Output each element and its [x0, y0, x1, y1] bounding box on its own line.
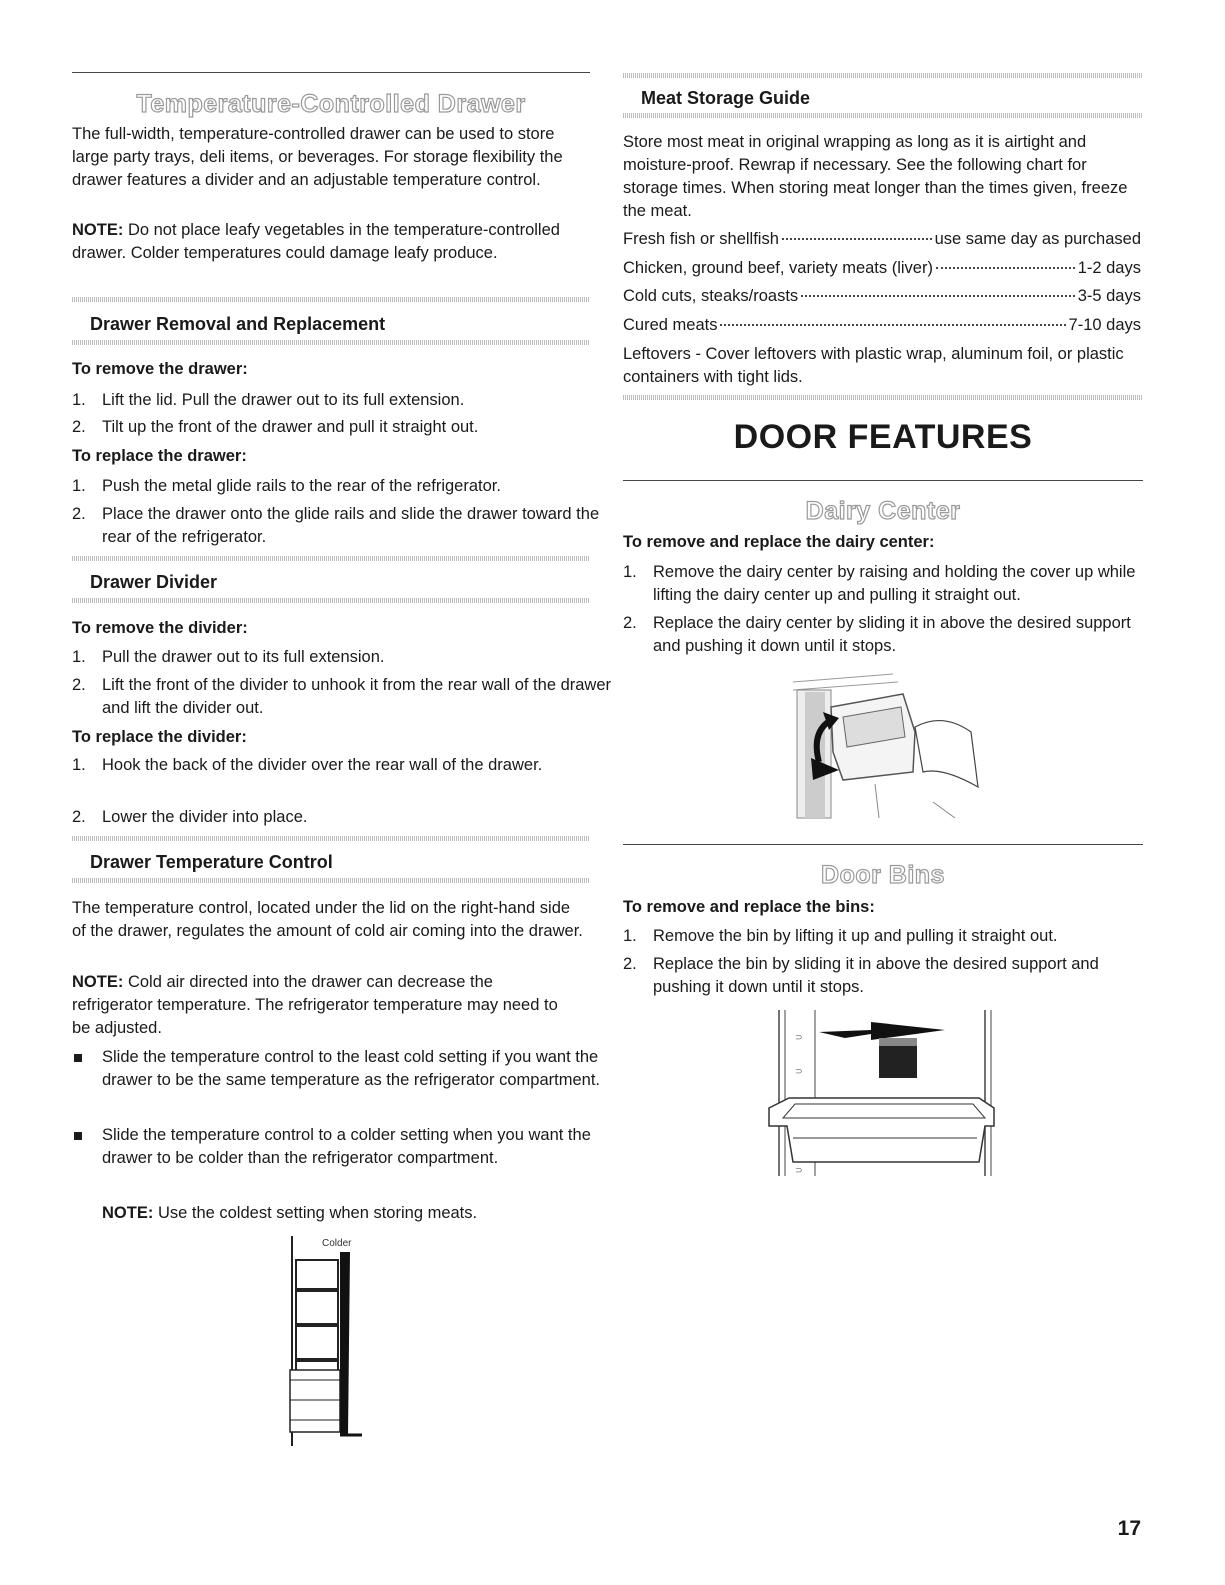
- storage-row: Chicken, ground beef, variety meats (liver) 1-2 days: [623, 259, 1141, 277]
- svg-text:⊃: ⊃: [795, 1165, 803, 1175]
- colder-label: Colder: [322, 1238, 352, 1249]
- step: 1. Push the metal glide rails to the rear of the refrigerator.: [72, 477, 501, 495]
- dotted-rule: [72, 556, 590, 561]
- heading-drawer-divider: Drawer Divider: [90, 572, 218, 592]
- dotted-rule: [72, 297, 590, 302]
- svg-text:⊃: ⊃: [795, 1032, 803, 1042]
- step: 2. Lower the divider into place.: [72, 808, 308, 826]
- dotted-rule: [623, 113, 1143, 118]
- meat-paragraph: Store most meat in original wrapping as long as it is airtight and moisture-proof. Rewrap if necessary. See the following chart for storage times. When storing meat longer than the times given, freeze the meat.: [623, 133, 1128, 220]
- step: 1. Lift the lid. Pull the drawer out to its full extension.: [72, 391, 465, 409]
- dotted-rule: [72, 836, 590, 841]
- storage-row: Fresh fish or shellfish use same day as purchased: [623, 230, 1141, 248]
- svg-text:⊃: ⊃: [795, 1066, 803, 1076]
- leftovers-paragraph: Leftovers - Cover leftovers with plastic wrap, aluminum foil, or plastic containers with tight lids.: [623, 345, 1124, 386]
- step: 2. Place the drawer onto the glide rails and slide the drawer toward the rear of the refrigerator.: [72, 505, 600, 546]
- storage-row: Cold cuts, steaks/roasts 3-5 days: [623, 287, 1141, 305]
- dotted-rule: [623, 395, 1143, 400]
- section-rule: [623, 844, 1143, 845]
- heading-temperature-control: Drawer Temperature Control: [90, 852, 333, 872]
- note-paragraph: NOTE: Do not place leafy vegetables in the temperature-controlled drawer. Colder temperatures could damage leafy produce.: [72, 221, 560, 262]
- label-remove-drawer: To remove the drawer:: [72, 360, 248, 378]
- dotted-rule: [623, 73, 1143, 78]
- step: 1. Hook the back of the divider over the rear wall of the drawer.: [72, 756, 543, 774]
- section-rule: [623, 480, 1143, 481]
- door-features-title: DOOR FEATURES: [733, 418, 1033, 456]
- heading-meat-storage: Meat Storage Guide: [641, 88, 811, 108]
- dotted-rule: [72, 598, 590, 603]
- label-replace-drawer: To replace the drawer:: [72, 447, 247, 465]
- label-remove-divider: To remove the divider:: [72, 619, 248, 637]
- temperature-slider-illustration: [282, 1230, 392, 1450]
- storage-row: Cured meats 7-10 days: [623, 316, 1141, 334]
- door-bin-illustration: [759, 1008, 999, 1178]
- intro-paragraph: The full-width, temperature-controlled drawer can be used to store large party trays, deli items, or beverages. For storage flexibility the drawer features a divider and an adjustable temperature control.: [72, 125, 563, 189]
- page-number: 17: [1117, 1517, 1141, 1540]
- label-bins: To remove and replace the bins:: [623, 898, 875, 916]
- step: 2. Replace the bin by sliding it in above the desired support and pushing it down until it stops.: [623, 955, 1099, 996]
- step: 2. Replace the dairy center by sliding it in above the desired support and pushing it down until it stops.: [623, 614, 1131, 655]
- temp-note-2: NOTE: Use the coldest setting when storing meats.: [102, 1204, 478, 1222]
- step: 1. Remove the dairy center by raising and holding the cover up while lifting the dairy center up and pulling it straight out.: [623, 563, 1136, 604]
- step: 2. Lift the front of the divider to unhook it from the rear wall of the drawer and lift the divider out.: [72, 676, 612, 717]
- temp-note: NOTE: Cold air directed into the drawer can decrease the refrigerator temperature. The refrigerator temperature may need to be adjusted.: [72, 973, 558, 1037]
- dotted-rule: [72, 340, 590, 345]
- temp-paragraph: The temperature control, located under the lid on the right-hand side of the drawer, regulates the amount of cold air coming into the drawer.: [72, 899, 583, 940]
- step: 1. Remove the bin by lifting it up and pulling it straight out.: [623, 927, 1058, 945]
- bullet-item: Slide the temperature control to the least cold setting if you want the drawer to be the same temperature as the refrigerator compartment.: [72, 1046, 617, 1092]
- label-dairy: To remove and replace the dairy center:: [623, 533, 935, 551]
- section-title-bins: Door Bins: [821, 861, 945, 889]
- section-title-dairy: Dairy Center: [805, 497, 961, 525]
- bullet-item: Slide the temperature control to a colder setting when you want the drawer to be colder than the refrigerator compartment.: [72, 1124, 602, 1170]
- section-title-drawer: Temperature-Controlled Drawer: [136, 90, 526, 118]
- dotted-rule: [72, 878, 590, 883]
- step: 1. Pull the drawer out to its full extension.: [72, 648, 385, 666]
- section-rule: [72, 72, 590, 73]
- label-replace-divider: To replace the divider:: [72, 728, 247, 746]
- dairy-center-illustration: [783, 672, 983, 822]
- heading-drawer-removal: Drawer Removal and Replacement: [90, 314, 386, 334]
- step: 2. Tilt up the front of the drawer and pull it straight out.: [72, 418, 479, 436]
